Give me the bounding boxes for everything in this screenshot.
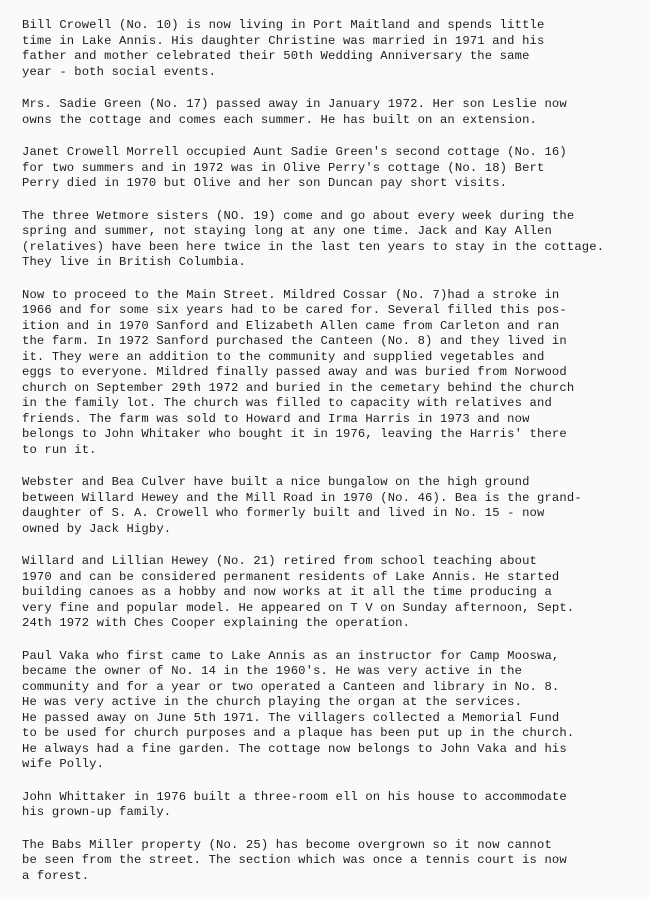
text-line: his grown-up family.: [22, 805, 172, 819]
text-line: for two summers and in 1972 was in Olive Perry's cottage (No. 18) Bert: [22, 160, 545, 175]
text-line: John Whittaker in 1976 built a three-room ell on his house to accommodate: [22, 789, 567, 804]
text-line: Mrs. Sadie Green (No. 17) passed away in January 1972. Her son Leslie now: [22, 97, 567, 111]
text-line: eggs to everyone. Mildred finally passed away and was buried from Norwood: [22, 365, 567, 379]
paragraph: [22, 475, 636, 537]
paragraph: [22, 554, 636, 632]
text-line: Perry died in 1970 but Olive and her son Duncan pay short visits.: [22, 176, 508, 190]
text-line: They live in British Columbia.: [22, 255, 246, 269]
text-line: friends. The farm was sold to Howard and Irma Harris in 1973 and now: [22, 411, 530, 426]
text-line: it. They were an addition to the community and supplied vegetables and: [22, 349, 545, 364]
text-line: to be used for church purposes and a plaque has been put up in the church.: [22, 726, 575, 740]
text-line: building canoes as a hobby and now works at it all the time producing a: [22, 585, 552, 599]
paragraph: [22, 838, 636, 885]
text-line: between Willard Hewey and the Mill Road in 1970 (No. 46). Bea is the grand-: [22, 490, 582, 505]
text-line: owned by Jack Higby.: [22, 521, 172, 536]
text-line: in the family lot. The church was filled to capacity with relatives and: [22, 396, 552, 410]
text-line: Bill Crowell (No. 10) is now living in Port Maitland and spends little: [22, 18, 545, 32]
text-line: community and for a year or two operated a Canteen and library in No. 8.: [22, 679, 560, 694]
text-line: to run it.: [22, 442, 97, 457]
text-line: wife Polly.: [22, 757, 105, 771]
paragraph: [22, 145, 636, 192]
text-line: Willard and Lillian Hewey (No. 21) retired from school teaching about: [22, 554, 537, 568]
paragraph: [22, 649, 636, 773]
text-line: church on September 29th 1972 and buried in the cemetary behind the church: [22, 380, 575, 395]
text-line: 1970 and can be considered permanent residents of Lake Annis. He started: [22, 569, 560, 584]
paragraph: [22, 209, 636, 271]
text-line: ition and in 1970 Sanford and Elizabeth Allen came from Carleton and ran: [22, 318, 560, 333]
text-line: the farm. In 1972 Sanford purchased the Canteen (No. 8) and they lived in: [22, 334, 567, 348]
text-line: Paul Vaka who first came to Lake Annis as an instructor for Camp Mooswa,: [22, 648, 560, 663]
paragraph: [22, 790, 636, 821]
text-line: owns the cottage and comes each summer. He has built on an extension.: [22, 112, 537, 127]
paragraph: [22, 97, 636, 128]
text-line: 24th 1972 with Ches Cooper explaining the operation.: [22, 616, 411, 630]
text-line: He passed away on June 5th 1971. The villagers collected a Memorial Fund: [22, 710, 560, 725]
text-line: Now to proceed to the Main Street. Mildred Cossar (No. 7)had a stroke in: [22, 287, 560, 302]
text-line: 1966 and for some six years had to be cared for. Several filled this pos-: [22, 303, 567, 317]
text-line: year - both social events.: [22, 64, 217, 79]
paragraph: [22, 18, 636, 80]
text-line: Janet Crowell Morrell occupied Aunt Sadie Green's second cottage (No. 16): [22, 145, 567, 159]
text-line: Webster and Bea Culver have built a nice bungalow on the high ground: [22, 475, 530, 489]
text-line: very fine and popular model. He appeared on T V on Sunday afternoon, Sept.: [22, 600, 575, 615]
text-line: a forest.: [22, 868, 90, 883]
paragraph: [22, 288, 636, 459]
text-line: The Babs Miller property (No. 25) has become overgrown so it now cannot: [22, 837, 552, 852]
text-line: He was very active in the church playing the organ at the services.: [22, 695, 523, 709]
text-line: belongs to John Whitaker who bought it in 1976, leaving the Harris' there: [22, 427, 567, 441]
text-line: The three Wetmore sisters (NO. 19) come and go about every week during the: [22, 208, 575, 223]
text-line: time in Lake Annis. His daughter Christine was married in 1971 and his: [22, 33, 545, 48]
text-line: be seen from the street. The section which was once a tennis court is now: [22, 853, 567, 867]
text-line: He always had a fine garden. The cottage now belongs to John Vaka and his: [22, 741, 567, 756]
text-line: daughter of S. A. Crowell who formerly built and lived in No. 15 - now: [22, 506, 545, 520]
text-line: became the owner of No. 14 in the 1960's. He was very active in the: [22, 664, 523, 678]
text-line: father and mother celebrated their 50th Wedding Anniversary the same: [22, 49, 530, 63]
text-line: spring and summer, not staying long at any one time. Jack and Kay Allen: [22, 224, 552, 238]
text-line: (relatives) have been here twice in the last ten years to stay in the cottage.: [22, 239, 605, 254]
